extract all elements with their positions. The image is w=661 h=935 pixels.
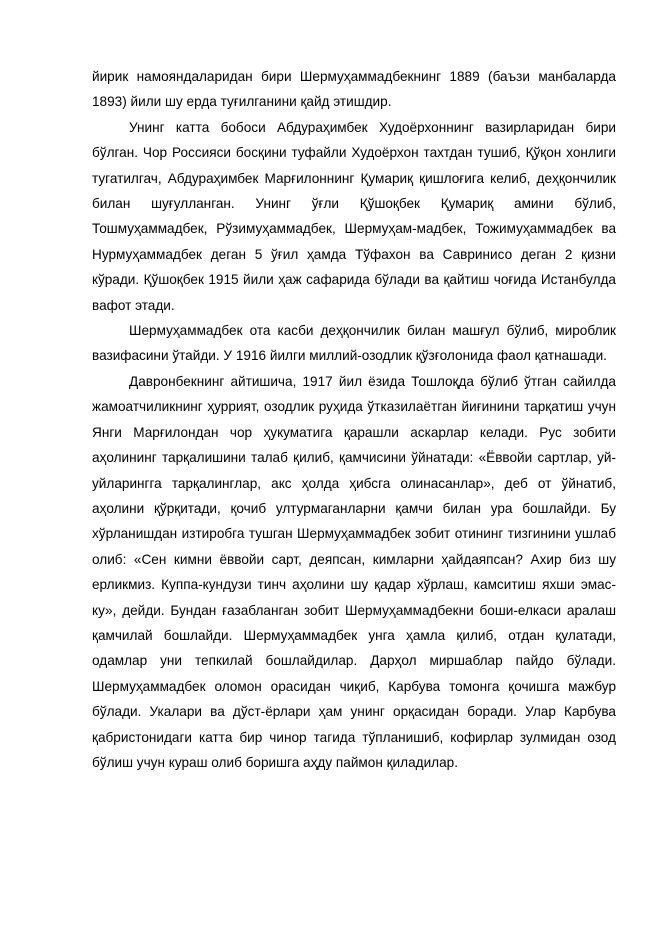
document-page [92,64,616,775]
paragraph-4: Давронбекнинг айтишича, 1917 йил ёзида Тошлоқда бўлиб ўтган сайилда жамоатчиликнинг ҳуррият, озодлик руҳида ўтказилаётган йиғинини тарқатиш учун Янги Марғилондан чор ҳукуматига қарашли аскарлар келади. Рус зобити аҳолининг тарқалишини талаб қилиб, қамчисини ўйнатади: «Ёввойи сартлар, уй-уйларингга тарқалинглар, акс ҳолда ҳибсга олинасанлар», деб от ўйнатиб, аҳолини қўрқитади, қочиб ултурмаганларни қамчи билан ура бошлайди. Бу хўрланишдан изтиробга тушган Шермуҳаммадбек зобит отининг тизгинини ушлаб олиб: «Сен кимни ёввойи сарт, деяпсан, кимларни ҳайдаяпсан? Ахир биз шу ерликмиз. Куппа-кундузи тинч аҳолини шу қадар хўрлаш, камситиш яхши эмас-ку», дейди. Бундан ғазабланган зобит Шермуҳаммадбекни боши-елкаси аралаш қамчилай бошлайди. Шермуҳаммадбек унга ҳамла қилиб, отдан қулатади, одамлар уни тепкилай бошлайдилар. Дарҳол миршаблар пайдо бўлади. Шермуҳаммадбек оломон орасидан чиқиб, Карбува томонга қочишга мажбур бўлади. Укалари ва дўст-ёрлари ҳам унинг орқасидан боради. Улар Карбува қабристонидаги катта бир чинор тагида тўпланишиб, кофирлар зулмидан озод бўлиш учун кураш олиб боришга аҳду паймон қиладилар. [92,373,616,770]
paragraph-1: йирик намояндаларидан бири Шермуҳаммадбекнинг 1889 (баъзи манбаларда 1893) йили шу ерда туғилганини қайд этишдир. [92,69,616,110]
paragraph-2: Унинг катта бобоси Абдураҳимбек Худоёрхоннинг вазирларидан бири бўлган. Чор Россияси босқини туфайли Худоёрхон тахтдан тушиб, Қўқон хонлиги тугатилгач, Абдураҳимбек Марғилоннинг Қумариқ қишлоғига келиб, деҳқончилик билан шуғулланган. Унинг ўғли Қўшоқбек Қумариқ амини бўлиб, Тошмуҳаммадбек, Рўзимуҳаммадбек, Шермуҳам-мадбек, Тожимуҳаммадбек ва Нурмуҳаммадбек деган 5 ўғил ҳамда Тўфахон ва Савринисо деган 2 қизни кўради. Қўшоқбек 1915 йили ҳаж сафарида бўлади ва қайтиш чоғида Истанбулда вафот этади. [92,119,616,313]
paragraph-3: Шермуҳаммадбек ота касби деҳқончилик билан машғул бўлиб, мироблик вазифасини ўтайди. У 1916 йилги миллий-озодлик қўзғолонида фаол қатнашади. [92,323,616,364]
